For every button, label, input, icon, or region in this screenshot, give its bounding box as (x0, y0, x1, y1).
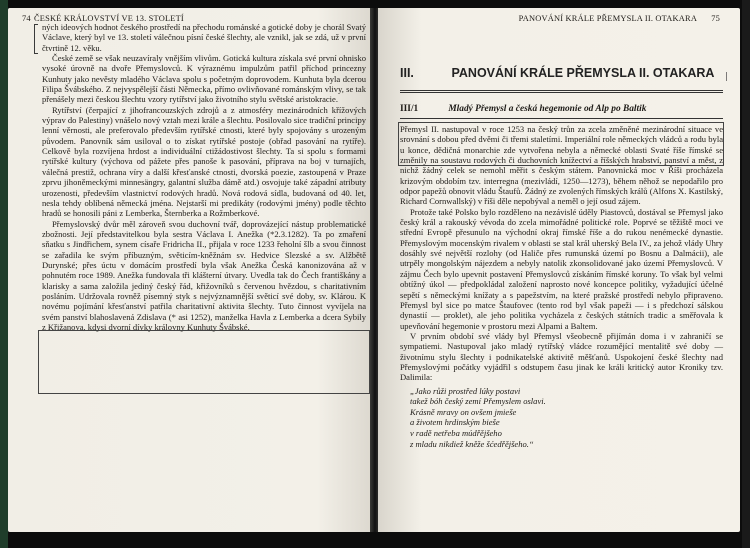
left-paragraph-3: Rytířství (čerpající z jihofrancouzských zdrojů a z atmosféry mezinárodních křížových výprav do Palestiny) vnášelo nový vztah mezi krále a šlechtu. Posilovalo sice tradiční principy lenní věrnosti, ale preferovalo především rytířské ctnosti, které byly spojovány s urozeným původem. Panovník sám usiloval o to získat rytířské postoje (obřad pasování na rytíře). Celkově byla rozvíjena hrdost a individuální ctižádostivost šlechty. Ta si spolu s formami rytířské kultury (výchova od pážete přes panoše k pasování, příprava na boj v turnajích, válečná prestiž, ochrana víry a další křesťanské ctnosti, dvorská poezie, zastoupená v Praze zprvu jihoněmeckými minnesängry, galantní služba dámě atd.) osvojuje také západní atributy urozenosti, především vlastnictví rodových hradů. Nová rodová sídla, budovaná od 40. let, nesla tehdy oblíbená německá jména. Nejstarší mi predikáty (rodovými jmény) podle těchto hradů se honosili páni z Lemberka, Šternberka a Rožmberkové. (42, 104, 366, 219)
right-paragraph-3: V prvním období své vlády byl Přemysl všeobecně přijímán doma i v zahraničí se sympatiemi. Nastupoval jako mladý rytířský vládce rozumějící mentalitě své doby — životnímu stylu šlechty i podnikatelské aktivitě měšťanů. Uspokojení české šlechty nad Přemyslovými počátky vyjádřil s odstupem času jinak ke králi kritický autor Kroniky tzv. Dalimila: (400, 330, 723, 383)
section-title: Mladý Přemysl a česká hegemonie od Alp po Baltik (448, 104, 647, 114)
quote-line: takež bóh český zemí Přemyslem oslavi. (410, 396, 546, 407)
chapter-rule-thin (400, 92, 723, 93)
quote-line: Krásně mravy on ovšem jmieše (410, 406, 517, 417)
left-paragraph-2: České země se však neuzavíraly vnějším vlivům. Gotická kultura získala své první ohnisko vysoké úrovně na dvoře Přemyslovců. K výraznému impulzům patřil příchod princezny Kunhuty jako nevěsty mladého Václava spolu s početným doprovodem. Kunhuta byla dcerou Filipa Švábského. Z nejvyspělejší části Německa, přímo ovlivňované románským vlivy, se tak přenášely mezi českou šlechtu vzory rytířství jako životního stylu světské aristokracie. (42, 53, 366, 105)
section-heading (400, 104, 723, 114)
left-paragraph-1: ných ideových hodnot českého prostředí na přechodu románské a gotické doby je chorál Svatý Václave, který byl ve 13. století válečnou písní české šlechty, ale vznikl, jak se zdá, už v první čtvrtině 12. věku. (42, 22, 366, 53)
left-running-head: ČESKÉ KRÁLOVSTVÍ VE 13. STOLETÍ (34, 14, 184, 23)
quote-line: v radě netřeba múdřějšeho (410, 427, 502, 438)
dalimil-quote (410, 386, 723, 450)
pencil-margin-mark: | (724, 72, 728, 82)
right-running-head (519, 14, 720, 23)
right-paragraph-1: Přemysl II. nastupoval v roce 1253 na český trůn za zcela změněné mezinárodní situace ve srovnání s dobou před dvěmi či třemi staletími. Imperiální role německých vládců a rodu byla u konce, dědičná monarchie zde vytvořena nebyla a německé oblasti Svaté říše římské se změnily na soustavu rodových či duchovních knížectví a říšských hrabství, panství a měst, z nichž žádný celek se nemohl měřit s českým státem. Panovnická moc v Říši procházela krizovým obdobím tzv. interregna (mezivládí, 1250—1273), během něhož se nepodařilo pro odpor papežů obnovit vládu Štaufů. Žádný ze zvolených římských králů (Alfons X. Kastilský, Richard Cornwallský) v říši děle nepobýval a neměl o její osud zájem. (400, 124, 723, 207)
chapter-rule (400, 90, 723, 91)
left-page-number: 74 (22, 14, 31, 23)
section-rule (400, 118, 723, 119)
right-paragraph-2: Protože také Polsko bylo rozděleno na nezávislé úděly Piastovců, dostával se Přemysl jako český král a rakouský vévoda do zcela mimořádné politické role. Poprvé se těžiště moci ve střední Evropě přesunulo na východní okraj římské říše a do rukou nenémecké dynastie. Přemyslovým mocenským rivalem v oblasti se stal král uherský Bela IV., za jehož vlády Uhry dosáhly své největší rozlohy (od Haliče přes rumunská území po Bosnu a Dalmácii), ale utrpěly mongolským nájezdem a nebyly natolik zkonsolidované jako území Přemyslovců. V zájmu Čech bylo upevnit postavení Přemyslovců získáním římské koruny. To však byl velmi obtížný úkol — předpokládal založení naprosto nové koncepce politiky, vyžadující účelné sepětí s německými knížaty a s papežstvím, na které pražské prostředí nebylo připraveno. Přemysl byl sice po matce Štaufovec (tento rod byl však papeži — i s předchozí sálskou dynastií — proklet), ale jeho politika vycházela z českých státních tradic a směřovala k upevňování hegemonie v prostoru mezi Alpami a Baltem. (400, 206, 723, 331)
left-paragraph-4: Přemyslovský dvůr měl zároveň svou duchovní tvář, doprovázející nástup problematické zbožnosti. Její představitelkou byla sestra Václava I. Anežka (*2.3.1282). Ta po zmaření sňatku s Jindřichem, synem císaře Fridricha II., přijala v roce 1233 řeholní šlb a svou činnost se zařadila ke svým příbuzným, světicím-kněžnám sv. Hedvice Slezské a sv. Alžbětě Durynské; přes úctu v domácím prostředí byla však Anežka Česká kanonizována až v pohnutém roce 1989. Anežka fundovala tři klášterní útvary. Uvedla tak do Čech františkány a klarisky a sama založila jediný český řád, křižovníků s červenou hvězdou, s charitativním posláním. Udržovala rovněž písemný styk s nejvýznamnější světicí své doby, sv. Klárou. K novému pojímání křesťanství patřila charitativní aktivita šlechty. Tuto činnost vyvíjela na svém panství blahoslavená Zdislava (* asi 1252), manželka Havla z Lemberka a dcera Sybily z Křižanova, kdysi dvorní dívky královny Kunhuty Švábské. (42, 218, 366, 332)
chapter-heading (400, 66, 722, 80)
chapter-title: PANOVÁNÍ KRÁLE PŘEMYSLA II. OTAKARA (451, 66, 715, 80)
right-body-text (400, 124, 723, 504)
section-number: III/1 (400, 104, 419, 114)
pencil-margin-bracket (34, 24, 38, 54)
quote-line: z mladu nikdiež kněže šćedřějšeho.“ (410, 438, 534, 449)
book-cover-edge (0, 0, 8, 548)
right-page-number: 75 (711, 14, 720, 23)
right-page (378, 8, 740, 532)
left-page (8, 8, 372, 532)
book-cover-edge-right (742, 0, 750, 548)
quote-line: „Jako růži prostřed lúky postavi (410, 385, 521, 396)
right-running-head-title: PANOVÁNÍ KRÁLE PŘEMYSLA II. OTAKARA (518, 14, 697, 23)
left-body-text (42, 22, 366, 522)
chapter-number: III. (400, 66, 414, 80)
quote-line: a životem hrdinským bieše (410, 417, 500, 428)
